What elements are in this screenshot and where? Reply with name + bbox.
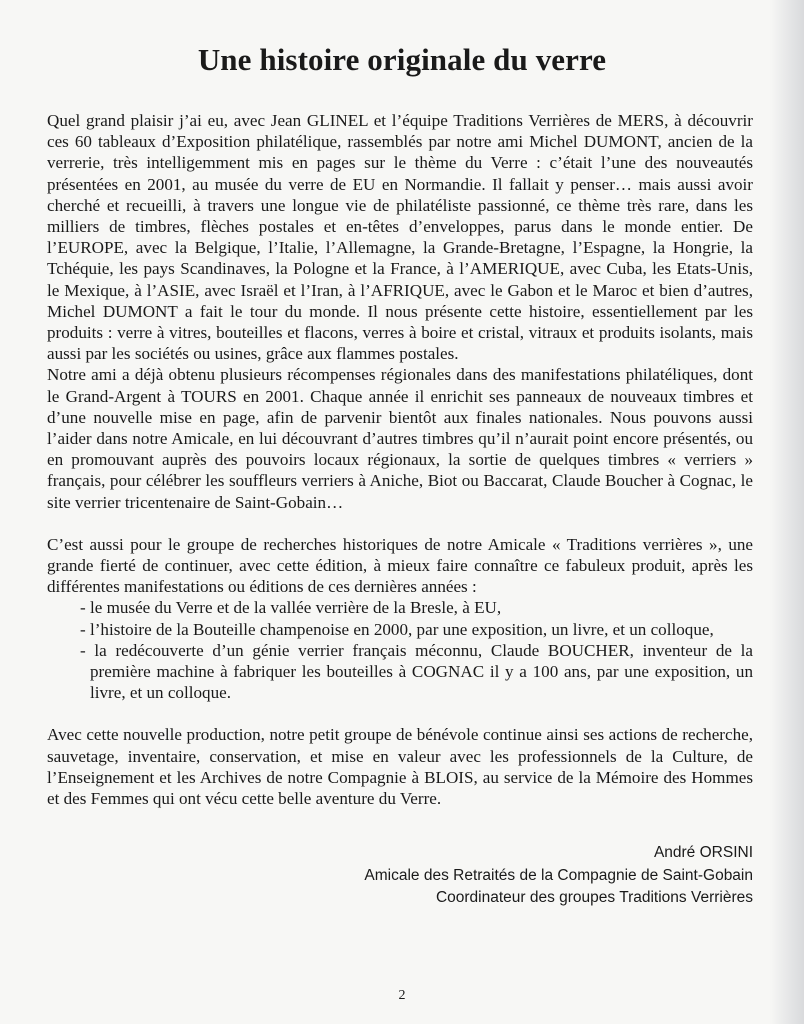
- paragraph-awards: Notre ami a déjà obtenu plusieurs récompenses régionales dans des manifestations philatéliques, dont le Grand-Argent à TOURS en 2001. Chaque année il enrichit ses panneaux de nouveaux timbres et d’une nouvelle mise en page, afin de parvenir bientôt aux finales nationales. Nous pouvons aussi l’aider dans notre Amicale, en lui découvrant d’autres timbres qu’il n’aurait point encore présentés, ou en promouvant auprès des pouvoirs locaux régionaux, la sortie de quelques timbres « verriers » français, pour célébrer les souffleurs verriers à Aniche, Biot ou Baccarat, Claude Boucher à Cognac, le site verrier tricentenaire de Saint-Gobain…: [47, 365, 753, 512]
- page-title: Une histoire originale du verre: [197, 42, 607, 77]
- article-body: [47, 110, 753, 809]
- paragraph-spacer: [47, 703, 753, 724]
- paragraph-intro: Quel grand plaisir j’ai eu, avec Jean GLINEL et l’équipe Traditions Verrières de MERS, à découvrir ces 60 tableaux d’Exposition philatélique, rassemblés par notre ami Michel DUMONT, ancien de la verrerie, très intelligemment mis en pages sur le thème du Verre : c’était l’une des nouveautés présentées en 2001, au musée du verre de EU en Normandie. Il fallait y penser… mais aussi avoir cherché et recueilli, à travers une longue vie de philatéliste passionné, ce thème très rare, dans les milliers de timbres, flèches postales et en-têtes d’enveloppes, parus dans le monde entier. De l’EUROPE, avec la Belgique, l’Italie, l’Allemagne, la Grande-Bretagne, l’Espagne, la Hongrie, la Tchéquie, les pays Scandinaves, la Pologne et la France, à l’AMERIQUE, avec Cuba, les Etats-Unis, le Mexique, à l’ASIE, avec Israël et l’Iran, à l’AFRIQUE, avec le Gabon et le Maroc et bien d’autres, Michel DUMONT a fait le tour du monde. Il nous présente cette histoire, essentiellement par les produits : verre à vitres, bouteilles et flacons, verres à boire et cristal, vitraux et produits isolants, mais aussi par les sociétés ou usines, grâce aux flammes postales.: [47, 111, 753, 364]
- list-item: - l’histoire de la Bouteille champenoise en 2000, par une exposition, un livre, et un colloque,: [47, 619, 753, 640]
- events-list: [47, 597, 753, 703]
- signature-name: André ORSINI: [653, 844, 753, 861]
- list-item: - la redécouverte d’un génie verrier français méconnu, Claude BOUCHER, inventeur de la première machine à fabriquer les bouteilles à COGNAC il y a 100 ans, par une exposition, un livre, et un colloque.: [47, 640, 753, 704]
- paragraph-spacer: [47, 513, 753, 534]
- page-edge-shadow: [770, 0, 804, 1024]
- signature-role: Coordinateur des groupes Traditions Verrières: [435, 889, 753, 906]
- signature-organization: Amicale des Retraités de la Compagnie de Saint-Gobain: [364, 866, 753, 884]
- signature-block: [253, 842, 753, 910]
- list-item: - le musée du Verre et de la vallée verrière de la Bresle, à EU,: [47, 597, 753, 618]
- paragraph-closing: Avec cette nouvelle production, notre petit groupe de bénévole continue ainsi ses actions de recherche, sauvetage, inventaire, conservation, et mise en valeur avec les professionnels de la Culture, de l’Enseignement et les Archives de notre Compagnie à BLOIS, au service de la Mémoire des Hommes et des Femmes qui ont vécu cette belle aventure du Verre.: [47, 725, 753, 809]
- page-number: 2: [398, 988, 406, 1003]
- paragraph-group: C’est aussi pour le groupe de recherches historiques de notre Amicale « Traditions verrières », une grande fierté de continuer, avec cette édition, à mieux faire connaître ce fabuleux produit, après les différentes manifestations ou éditions de ces dernières années :: [47, 534, 753, 597]
